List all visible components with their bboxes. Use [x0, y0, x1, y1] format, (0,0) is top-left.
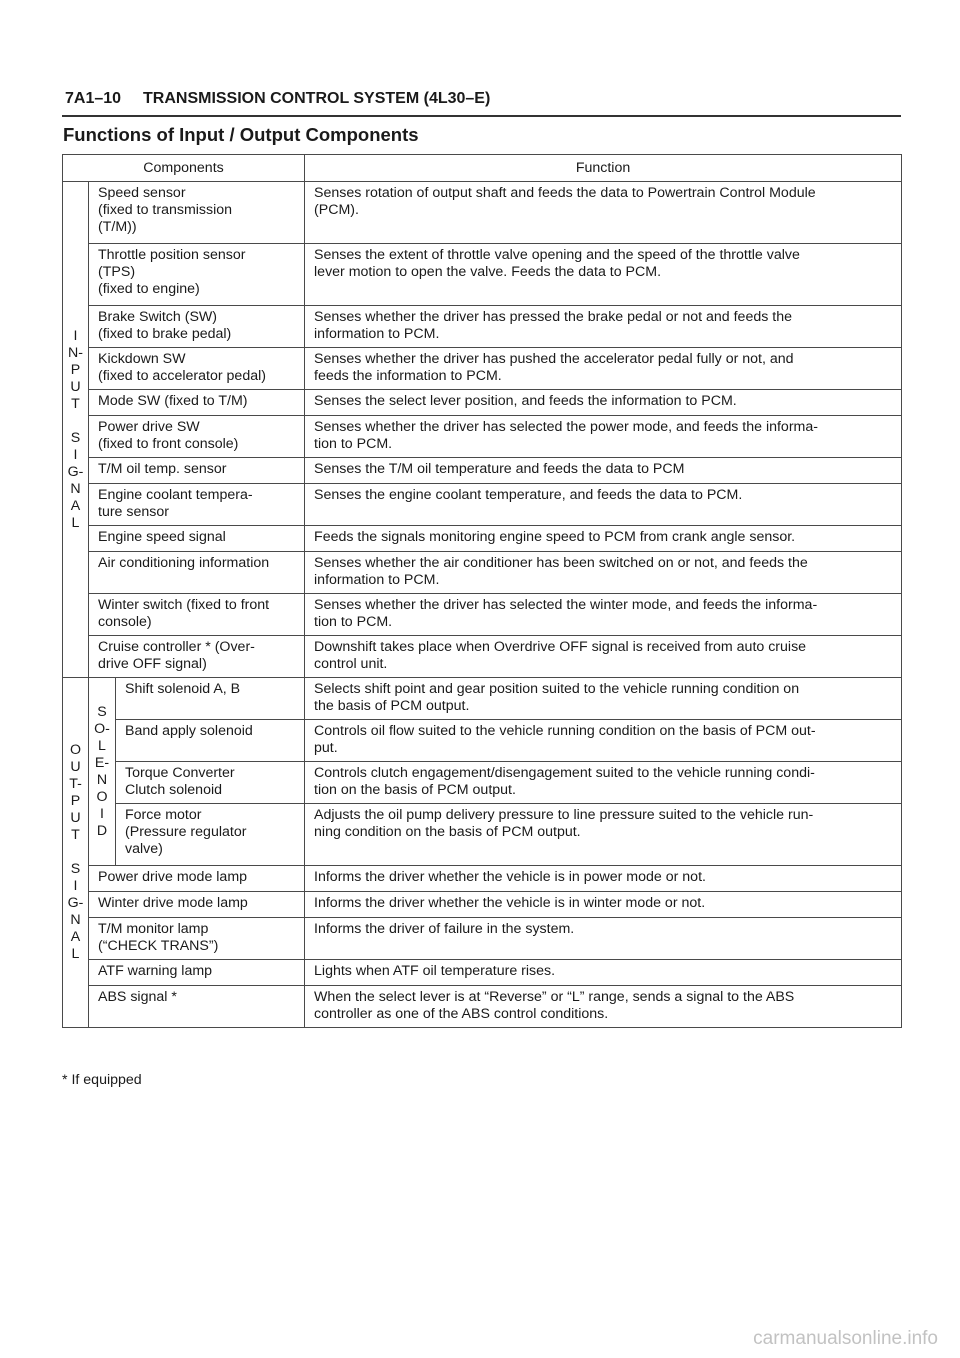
- table-row: [63, 866, 902, 892]
- table-row: [63, 348, 902, 390]
- component-cell: Throttle position sensor (TPS) (fixed to engine): [89, 244, 305, 306]
- header-rule: [62, 115, 901, 117]
- function-cell: Senses whether the driver has pushed the accelerator pedal fully or not, and feeds the information to PCM.: [305, 348, 902, 390]
- function-cell: Informs the driver of failure in the system.: [305, 918, 902, 960]
- component-cell: Air conditioning information: [89, 552, 305, 594]
- function-cell: Controls oil flow suited to the vehicle running condition on the basis of PCM out- put.: [305, 720, 902, 762]
- components-table: [62, 154, 902, 1028]
- footnote: * If equipped: [62, 1072, 142, 1088]
- page-number: 7A1–10: [65, 90, 122, 107]
- table-header-row: [63, 155, 902, 182]
- component-cell: Brake Switch (SW) (fixed to brake pedal): [89, 306, 305, 348]
- function-cell: Selects shift point and gear position suited to the vehicle running condition on the basis of PCM output.: [305, 678, 902, 720]
- component-cell: T/M oil temp. sensor: [89, 458, 305, 484]
- table-row: [63, 390, 902, 416]
- table-row: [63, 918, 902, 960]
- table-row: [63, 244, 902, 306]
- input-signal-group-label: I N- P U T S I G- N A L: [63, 182, 89, 678]
- component-cell: Torque Converter Clutch solenoid: [116, 762, 305, 804]
- function-cell: Lights when ATF oil temperature rises.: [305, 960, 902, 986]
- component-cell: Engine speed signal: [89, 526, 305, 552]
- function-cell: Senses the T/M oil temperature and feeds the data to PCM: [305, 458, 902, 484]
- component-cell: Kickdown SW (fixed to accelerator pedal): [89, 348, 305, 390]
- table-row: [63, 594, 902, 636]
- page-header-title: TRANSMISSION CONTROL SYSTEM (4L30–E): [143, 90, 491, 107]
- table-row: [63, 960, 902, 986]
- component-cell: Band apply solenoid: [116, 720, 305, 762]
- page-header: [65, 90, 490, 108]
- component-cell: Cruise controller * (Over- drive OFF signal): [89, 636, 305, 678]
- table-row: [63, 804, 902, 866]
- function-cell: Senses whether the air conditioner has been switched on or not, and feeds the information to PCM.: [305, 552, 902, 594]
- component-cell: Force motor (Pressure regulator valve): [116, 804, 305, 866]
- component-cell: ATF warning lamp: [89, 960, 305, 986]
- function-cell: Downshift takes place when Overdrive OFF signal is received from auto cruise control unit.: [305, 636, 902, 678]
- component-cell: Speed sensor (fixed to transmission (T/M)): [89, 182, 305, 244]
- table-row: [63, 636, 902, 678]
- section-title: Functions of Input / Output Components: [63, 124, 419, 145]
- table-row: [63, 182, 902, 244]
- component-cell: ABS signal *: [89, 986, 305, 1028]
- table-row: [63, 484, 902, 526]
- watermark: carmanualsonline.info: [753, 1328, 938, 1349]
- component-cell: Power drive mode lamp: [89, 866, 305, 892]
- table-row: [63, 306, 902, 348]
- column-header-components: Components: [63, 155, 305, 182]
- table-row: [63, 458, 902, 484]
- function-cell: Senses whether the driver has selected the power mode, and feeds the informa- tion to PCM.: [305, 416, 902, 458]
- function-cell: Senses whether the driver has selected the winter mode, and feeds the informa- tion to PCM.: [305, 594, 902, 636]
- table-row: [63, 526, 902, 552]
- function-cell: Senses the engine coolant temperature, and feeds the data to PCM.: [305, 484, 902, 526]
- output-signal-group-label: O U T- P U T S I G- N A L: [63, 678, 89, 1028]
- function-cell: Adjusts the oil pump delivery pressure to line pressure suited to the vehicle run- ning condition on the basis of PCM output.: [305, 804, 902, 866]
- table-row: [63, 552, 902, 594]
- component-cell: Winter switch (fixed to front console): [89, 594, 305, 636]
- function-cell: When the select lever is at “Reverse” or “L” range, sends a signal to the ABS controller as one of the ABS control conditions.: [305, 986, 902, 1028]
- function-cell: Senses rotation of output shaft and feeds the data to Powertrain Control Module (PCM).: [305, 182, 902, 244]
- column-header-function: Function: [305, 155, 902, 182]
- table-row: [63, 678, 902, 720]
- table-row: [63, 416, 902, 458]
- function-cell: Senses the extent of throttle valve opening and the speed of the throttle valve lever motion to open the valve. Feeds the data to PCM.: [305, 244, 902, 306]
- component-cell: T/M monitor lamp (“CHECK TRANS”): [89, 918, 305, 960]
- component-cell: Engine coolant tempera- ture sensor: [89, 484, 305, 526]
- component-cell: Mode SW (fixed to T/M): [89, 390, 305, 416]
- table-row: [63, 892, 902, 918]
- component-cell: Winter drive mode lamp: [89, 892, 305, 918]
- table-row: [63, 762, 902, 804]
- table-body: [63, 182, 902, 1028]
- component-cell: Shift solenoid A, B: [116, 678, 305, 720]
- table-row: [63, 986, 902, 1028]
- table-row: [63, 720, 902, 762]
- function-cell: Informs the driver whether the vehicle is in power mode or not.: [305, 866, 902, 892]
- component-cell: Power drive SW (fixed to front console): [89, 416, 305, 458]
- function-cell: Informs the driver whether the vehicle is in winter mode or not.: [305, 892, 902, 918]
- function-cell: Senses whether the driver has pressed the brake pedal or not and feeds the information to PCM.: [305, 306, 902, 348]
- function-cell: Senses the select lever position, and feeds the information to PCM.: [305, 390, 902, 416]
- function-cell: Feeds the signals monitoring engine speed to PCM from crank angle sensor.: [305, 526, 902, 552]
- solenoid-group-label: S O- L E- N O I D: [89, 678, 116, 866]
- function-cell: Controls clutch engagement/disengagement suited to the vehicle running condi- tion on the basis of PCM output.: [305, 762, 902, 804]
